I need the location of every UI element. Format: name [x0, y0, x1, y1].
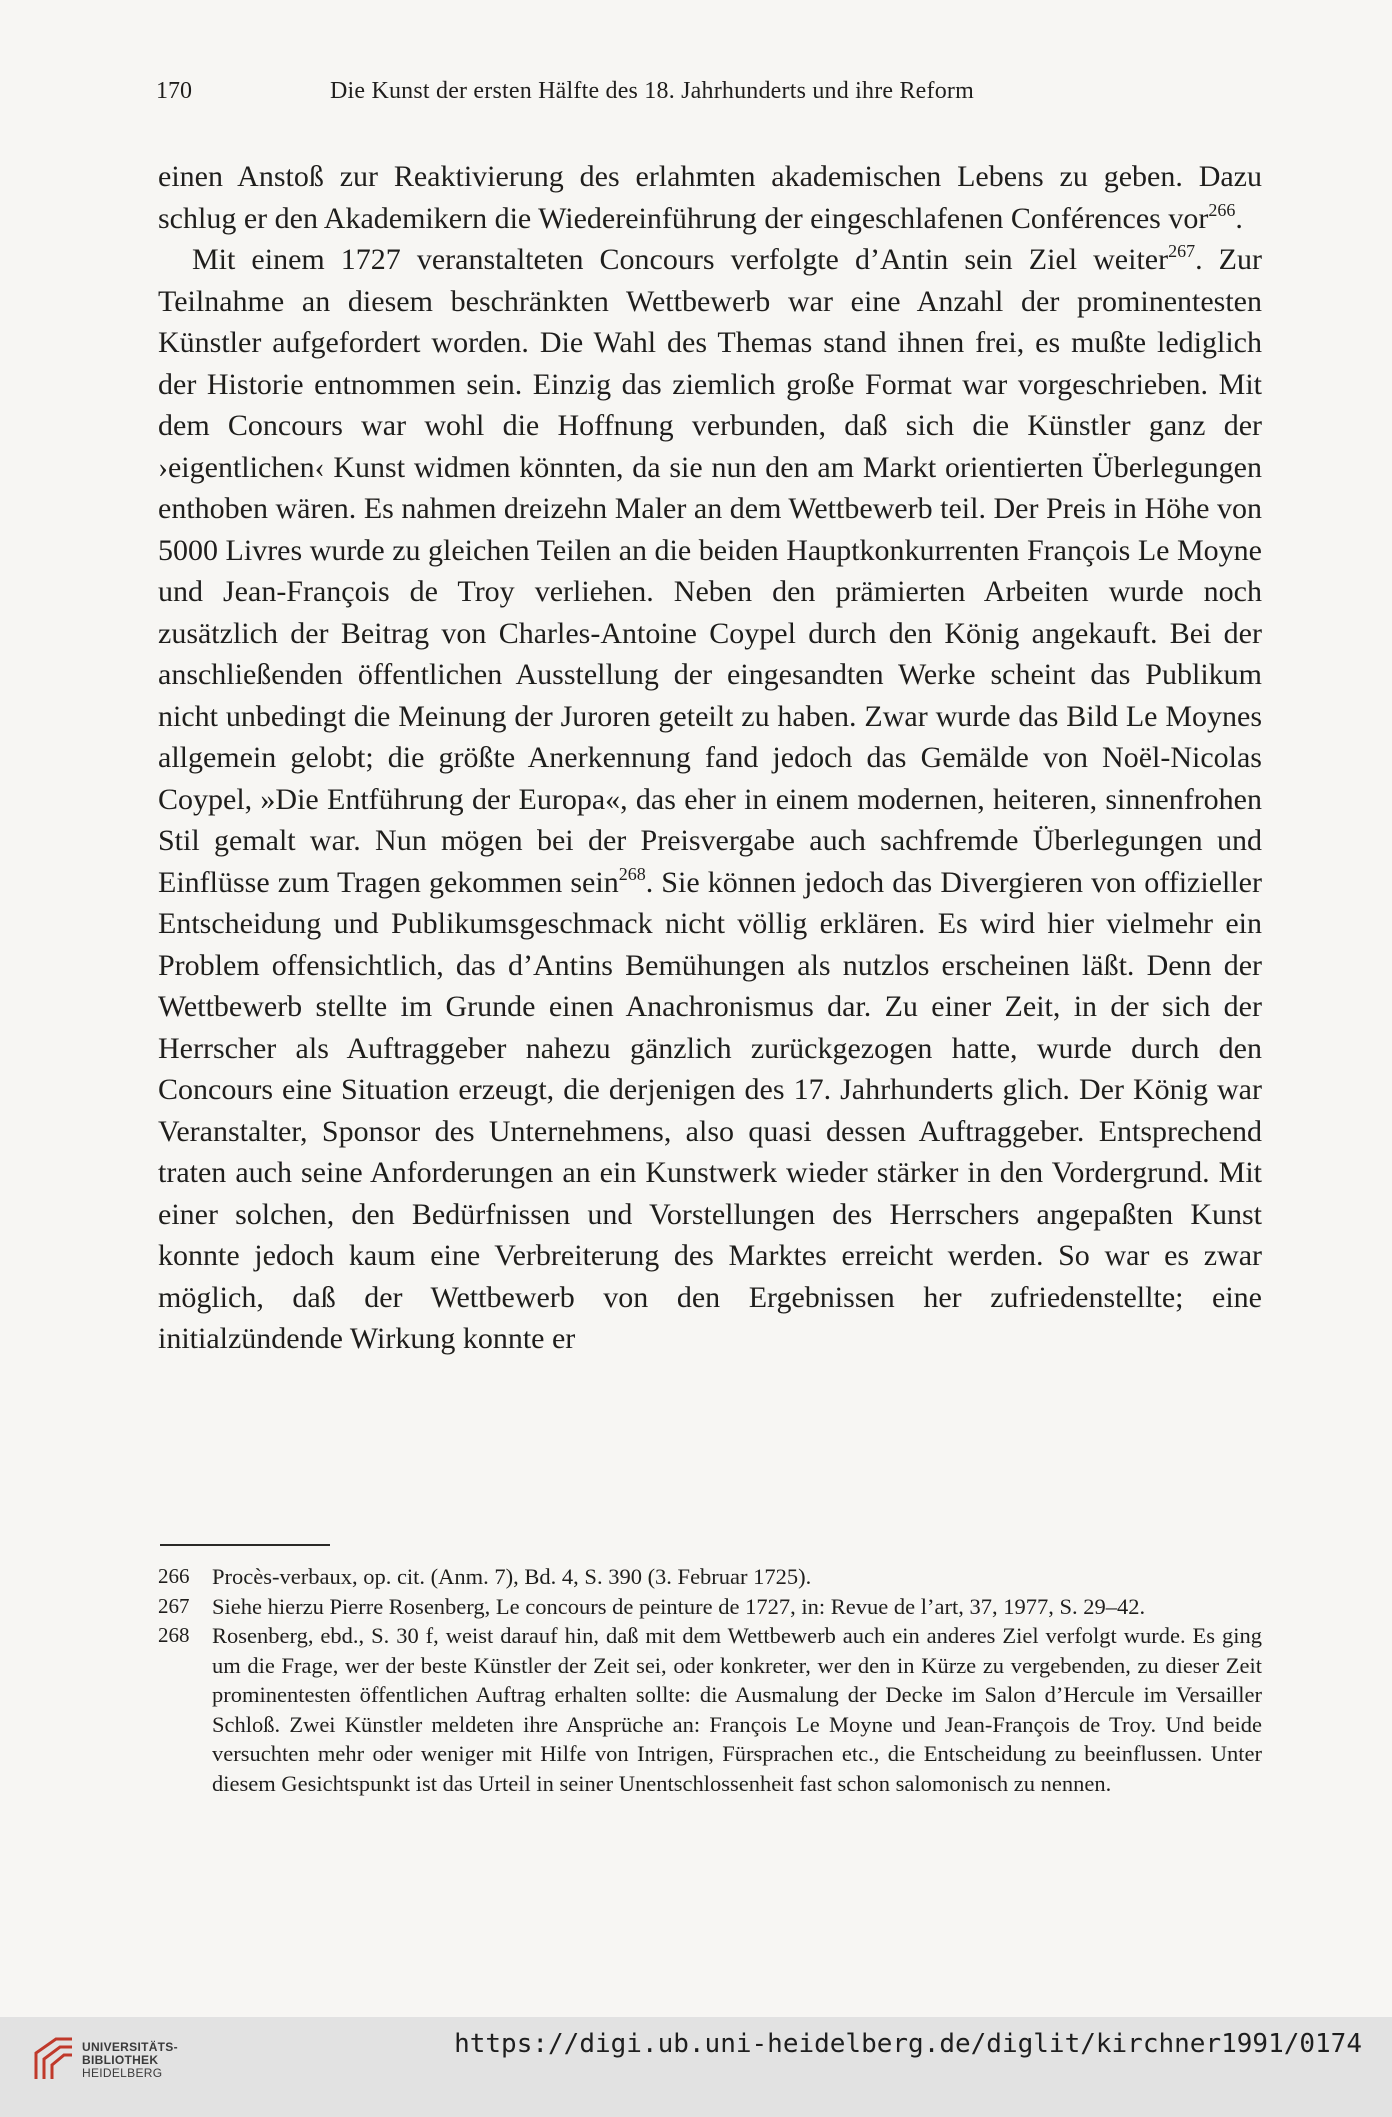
footnote-text: Rosenberg, ebd., S. 30 f, weist darauf hin, daß mit dem Wettbewerb auch ein anderes Ziel verfolgt wurde. Es ging um die Frage, wer der beste Künstler der Zeit sei, oder konkreter, wer den in Kürze zu vergebenden, zu dieser Zeit prominentesten öffentlichen Auftrag erhalten sollte: die Ausmalung der Decke im Salon d’Hercule im Versailler Schloß. Zwei Künstler meldeten ihre Ansprüche an: François Le Moyne und Jean-François de Troy. Und beide versuchten mehr oder weniger mit Hilfe von Intrigen, Fürsprachen etc., die Entscheidung zu beeinflussen. Unter diesem Gesichtspunkt ist das Urteil in seiner Unentschlossenheit fast schon salomonisch zu nennen. — [212, 1623, 1262, 1796]
library-name-line-3: HEIDELBERG — [82, 2066, 163, 2080]
paragraph-1-text: einen Anstoß zur Reaktivierung des erlahmten akademischen Lebens zu geben. Dazu schlug er den Akademikern die Wiedereinführung der eingeschlafenen Conférences vor — [158, 160, 1262, 235]
paragraph-2-text-a: Mit einem 1727 veranstalteten Concours verfolgte d’Antin sein Ziel weiter — [192, 243, 1169, 276]
permalink-url[interactable]: https://digi.ub.uni-heidelberg.de/diglit/kirchner1991/0174 — [454, 2029, 1362, 2059]
footnote-266 — [158, 1562, 1262, 1592]
footnotes — [158, 1562, 1262, 1798]
footnote-267 — [158, 1592, 1262, 1622]
footnote-number: 268 — [158, 1623, 190, 1647]
paragraph-2-text-c: . Sie können jedoch das Divergieren von offizieller Entscheidung und Publikumsgeschmack nicht völlig erklären. Es wird hier vielmehr ein Problem offensichtlich, das d’Antins Bemühungen als nutzlos erscheinen läßt. Denn der Wettbewerb stellte im Grunde einen Anachronismus dar. Zu einer Zeit, in der sich der Herrscher als Auftraggeber nahezu gänzlich zurückgezogen hatte, wurde durch den Concours eine Situation erzeugt, die derjenigen des 17. Jahrhunderts glich. Der König war Veranstalter, Sponsor des Unternehmens, also quasi dessen Auftraggeber. Entsprechend traten auch seine Anforderungen an ein Kunstwerk wieder stärker in den Vordergrund. Mit einer solchen, den Bedürfnissen und Vorstellungen des Herrschers angepaßten Kunst konnte jedoch kaum eine Verbreiterung des Marktes erreicht werden. So war es zwar möglich, daß der Wettbewerb von den Ergebnissen her zufriedenstellte; eine initialzündende Wirkung konnte er — [158, 865, 1262, 1355]
library-name-line-2: BIBLIOTHEK — [82, 2053, 159, 2067]
footnote-ref-267[interactable]: 267 — [1168, 241, 1196, 261]
footnote-text: Siehe hierzu Pierre Rosenberg, Le concours de peinture de 1727, in: Revue de l’art, 37, 1977, S. 29–42. — [212, 1593, 1146, 1619]
page-number: 170 — [156, 78, 192, 104]
library-logo-icon[interactable] — [26, 2031, 82, 2087]
paragraph-1-end: . — [1235, 201, 1243, 235]
main-text — [158, 156, 1262, 1360]
viewer-footer — [0, 2017, 1392, 2117]
footnote-268 — [158, 1621, 1262, 1798]
paragraph-2 — [158, 239, 1262, 1360]
library-name-line-1: UNIVERSITÄTS- — [82, 2040, 178, 2054]
footnote-divider — [160, 1544, 330, 1546]
footnote-text: Procès-verbaux, op. cit. (Anm. 7), Bd. 4, S. 390 (3. Februar 1725). — [212, 1564, 812, 1589]
running-title: Die Kunst der ersten Hälfte des 18. Jahrhunderts und ihre Reform — [330, 78, 974, 104]
footnote-ref-266[interactable]: 266 — [1208, 199, 1236, 220]
library-name — [82, 2041, 178, 2080]
paragraph-2-text-b: . Zur Teilnahme an diesem beschränkten Wettbewerb war eine Anzahl der prominentesten Künstler aufgefordert worden. Die Wahl des Themas stand ihnen frei, es mußte lediglich der Historie entnommen sein. Einzig das ziemlich große Format war vorgeschrieben. Mit dem Concours war wohl die Hoffnung verbunden, daß sich die Künstler ganz der ›eigentlichen‹ Kunst widmen könnten, da sie nun den am Markt orientierten Überlegungen enthoben wären. Es nahmen dreizehn Maler an dem Wettbewerb teil. Der Preis in Höhe von 5000 Livres wurde zu gleichen Teilen an die beiden Hauptkonkurrenten François Le Moyne und Jean-François de Troy verliehen. Neben den prämierten Arbeiten wurde noch zusätzlich der Beitrag von Charles-Antoine Coypel durch den König angekauft. Bei der anschließenden öffentlichen Ausstellung der eingesandten Werke scheint das Publikum nicht unbedingt die Meinung der Juroren geteilt zu haben. Zwar wurde das Bild Le Moynes allgemein gelobt; die größte Anerkennung fand jedoch das Gemälde von Noël-Nicolas Coypel, »Die Entführung der Europa«, das eher in einem modernen, heiteren, sinnenfrohen Stil gemalt war. Nun mögen bei der Preisvergabe auch sachfremde Überlegungen und Einflüsse zum Tragen gekommen sein — [158, 243, 1262, 899]
footnote-number: 267 — [158, 1593, 190, 1618]
footnote-number: 266 — [158, 1564, 190, 1588]
footnote-ref-268[interactable]: 268 — [618, 863, 646, 884]
paragraph-1 — [158, 156, 1262, 239]
